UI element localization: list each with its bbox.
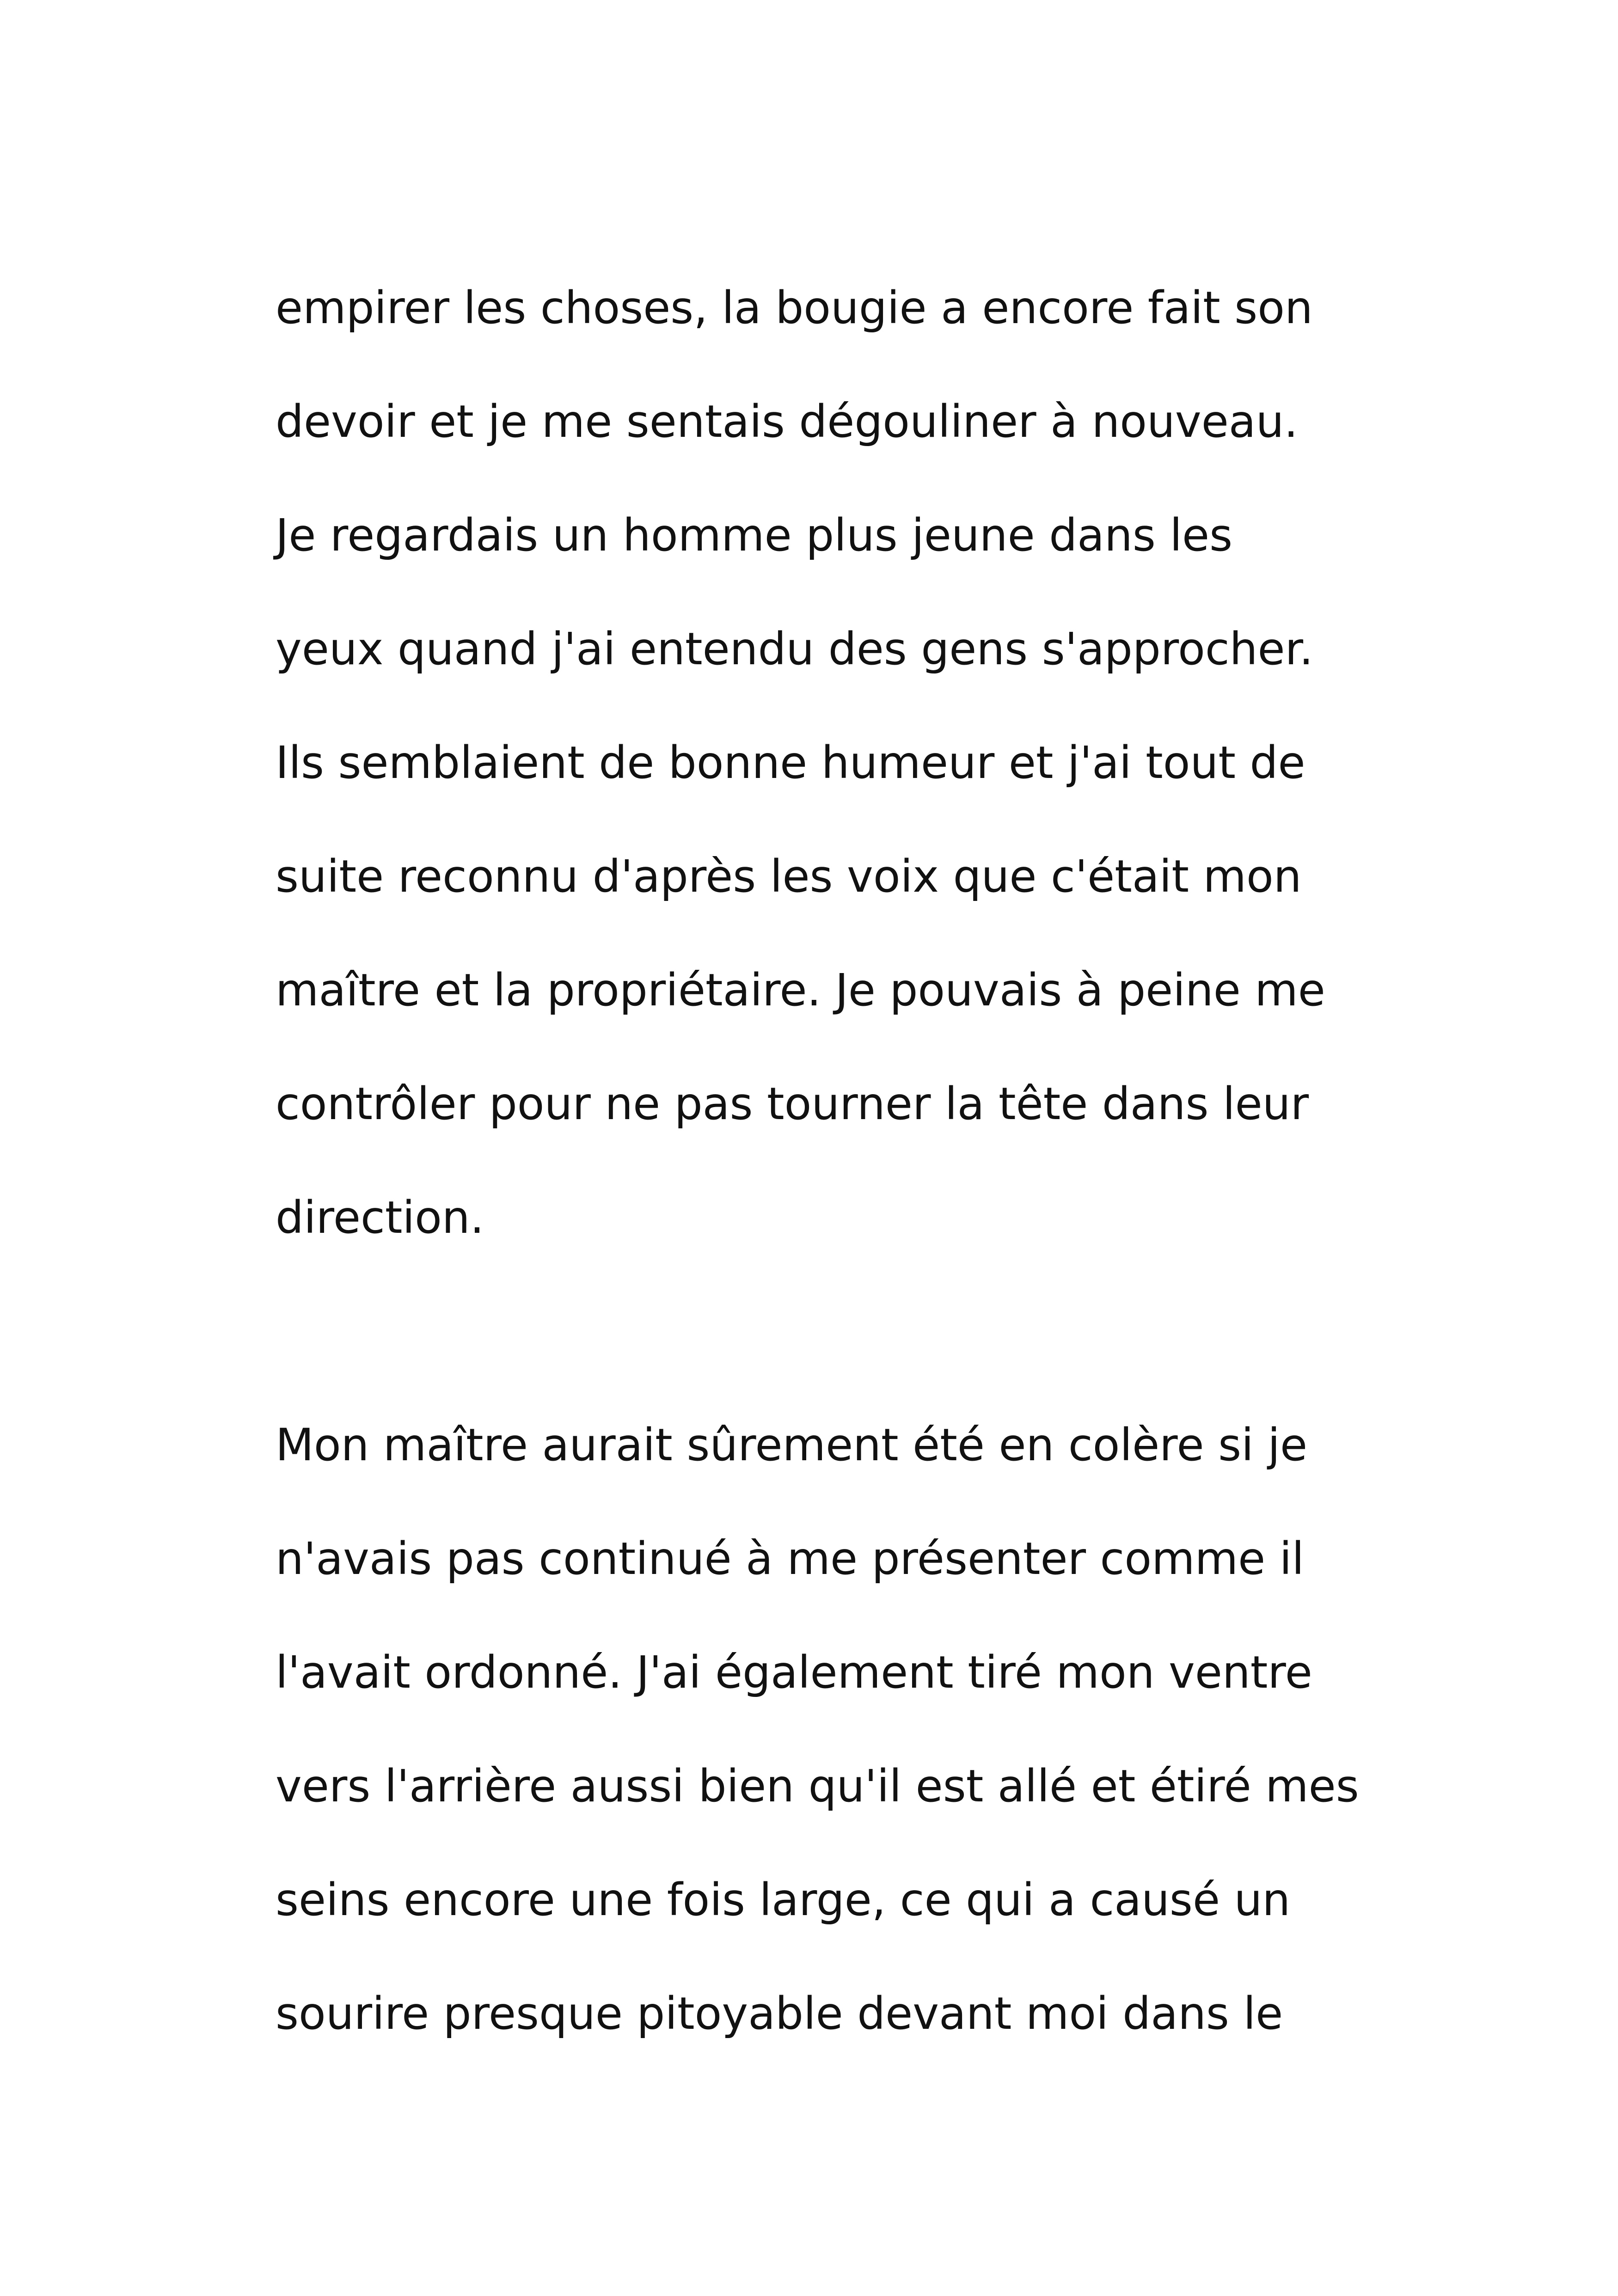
text-line: maître et la propriétaire. Je pouvais à peine me: [276, 964, 1325, 1016]
text-line: seins encore une fois large, ce qui a causé un: [276, 1874, 1291, 1926]
text-line: Ils semblaient de bonne humeur et j'ai tout de: [276, 737, 1305, 789]
text-line: suite reconnu d'après les voix que c'était mon: [276, 851, 1302, 902]
text-line: vers l'arrière aussi bien qu'il est allé et étiré mes: [276, 1760, 1359, 1812]
text-line: empirer les choses, la bougie a encore fait son: [276, 282, 1313, 334]
paragraph-1: [276, 251, 1431, 1274]
text-line: direction.: [276, 1192, 484, 1243]
text-line: Je regardais un homme plus jeune dans les: [276, 509, 1233, 561]
text-line: yeux quand j'ai entendu des gens s'approcher.: [276, 623, 1313, 675]
text-line: devoir et je me sentais dégouliner à nouveau.: [276, 396, 1298, 447]
text-line: n'avais pas continué à me présenter comme il: [276, 1533, 1305, 1585]
text-line: Mon maître aurait sûrement été en colère si je: [276, 1419, 1307, 1471]
paragraph-2: [276, 1388, 1431, 2070]
text-line: l'avait ordonné. J'ai également tiré mon ventre: [276, 1647, 1312, 1698]
text-line: contrôler pour ne pas tourner la tête dans leur: [276, 1078, 1309, 1130]
text-line: sourire presque pitoyable devant moi dans le: [276, 1988, 1283, 2039]
